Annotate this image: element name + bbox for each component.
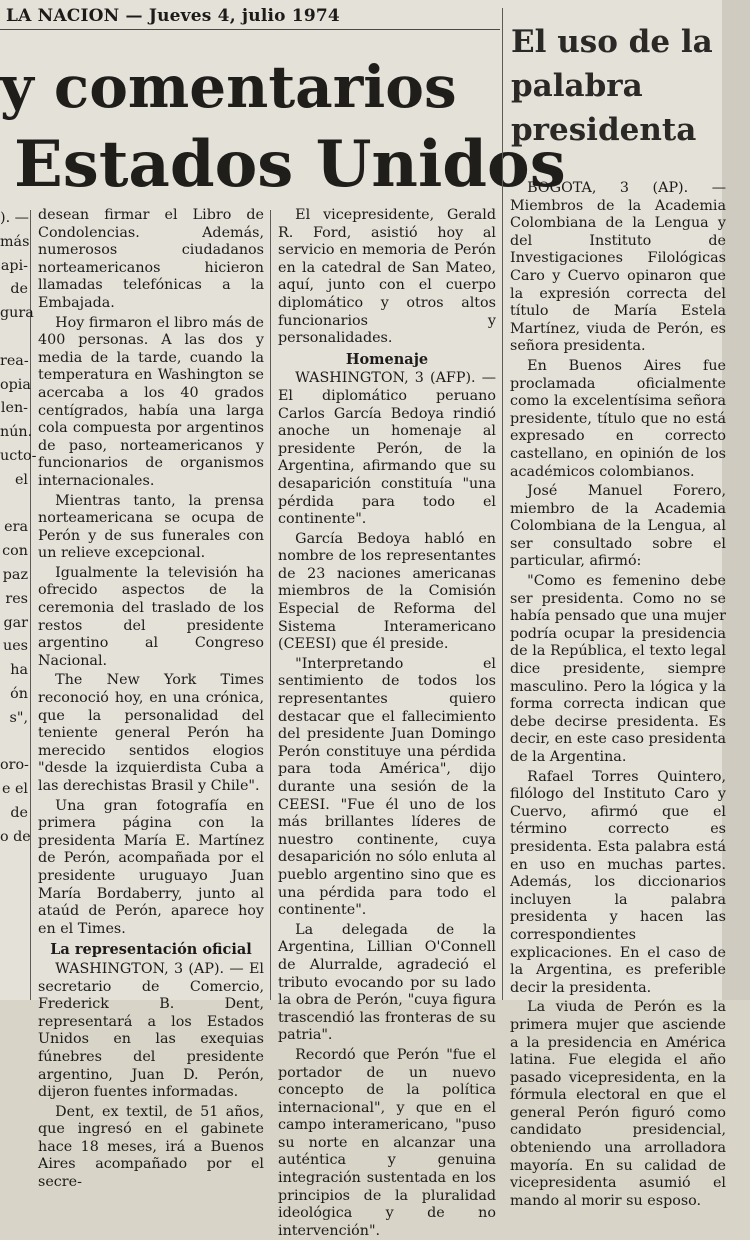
fragment-line: más [0,233,30,250]
headline-line-2: Estados Unidos [14,127,566,202]
fragment-line: nún. [0,424,33,441]
fragment-line: len- [0,400,28,417]
fragment-line: ). — [0,210,29,226]
paragraph: José Manuel Forero, miembro de la Academia Colombiana de la Lengua, al ser consultado sobre el particular, afirmó: [510,483,726,570]
paragraph: La viuda de Perón es la primera mujer que asciende a la presidencia en América latina. Fue elegida el año pasado vicepresidenta, en la fórmula electoral en que el general Perón figuró como candidato presidencial, obteniendo una arrolladora mayoría. En su calidad de vicepresidenta asumió el mando al morir su esposo. [510,999,726,1209]
fragment-line: api- [0,257,28,274]
paragraph: Hoy firmaron el libro más de 400 personas. A las dos y media de la tarde, cuando la temperatura en Washington se acercaba a los 40 grados centígrados, había una larga cola compuesta por argentinos de paso, norteamericanos y funcionarios de organismos internacionales. [38,314,264,489]
fragment-line: ha [10,662,28,679]
fragment-line [0,731,28,755]
paragraph: Igualmente la televisión ha ofrecido aspectos de la ceremonia del traslado de los restos del presidente argentino al Congreso Nacional. [38,564,264,669]
fragment-line: s", [9,709,28,726]
column-divider [270,210,271,1000]
fragment-line: e el [1,781,28,798]
masthead: LA NACION — Jueves 4, julio 1974 [6,6,340,26]
fragment-line: rea- [0,352,29,369]
headline-line-1: y comentarios [0,53,457,121]
paragraph: Dent, ex textil, de 51 años, que ingresó en el gabinete hace 18 meses, irá a Buenos Aires acompañado por el secre- [38,1103,264,1191]
fragment-line: era [4,519,28,536]
right-column-headline: El uso de la palabra presidenta [511,24,713,148]
fragment-line [0,326,28,350]
fragment-line: ues [2,638,28,655]
fragment-line: ucto- [0,447,37,464]
fragment-line: de [10,804,28,821]
article-column-3 [510,180,726,1209]
paragraph: Rafael Torres Quintero, filólogo del Instituto Caro y Cuervo, afirmó que el término correcto es presidenta. Esta palabra está en uso en muchas partes. Además, los diccionarios incluyen la palabra presidenta y hacen las correspondientes explicaciones. En el caso de la Argentina, es preferible decir la presidenta. [510,768,726,996]
column-divider [30,210,31,1000]
fragment-line: ón [10,685,28,702]
fragment-line: gar [3,614,28,631]
paragraph: El vicepresidente, Gerald R. Ford, asistió hoy al servicio en memoria de Perón en la catedral de San Mateo, aquí, junto con el cuerpo diplomático y otros altos funcionarios y personalidades. [278,207,496,347]
paragraph: Una gran fotografía en primera página con la presidenta María E. Martínez de Perón, acompañada por el presidente uruguayo Juan María Bordaberry, junto al ataúd de Perón, aparece hoy en el Times. [38,797,264,937]
page-edge [722,0,750,1000]
fragment-line: paz [2,566,28,583]
paragraph: García Bedoya habló en nombre de los representantes de 23 naciones americanas miembros de la Comisión Especial de Reforma del Sistema Interamericano (CEESI) que él preside. [278,530,496,653]
article-column-2 [278,207,496,1239]
paragraph: BOGOTA, 3 (AP). — Miembros de la Academia Colombiana de la Lengua y del Instituto de Investigaciones Filológicas Caro y Cuervo opinaron que la expresión correcta del título de María Estela Martínez, viuda de Perón, es señora presidenta. [510,180,726,355]
paragraph: Recordó que Perón "fue el portador de un nuevo concepto de la política internacional", y que en el campo interamericano, "puso su norte en alcanzar una auténtica y genuina integración sustentada en los principios de la pluralidad ideológica y de no intervención". [278,1046,496,1239]
paragraph: The New York Times reconoció hoy, en una crónica, que la personalidad del teniente general Perón ha merecido sentidos elogios "desde la izquierdista Cuba a las derechistas Brasil y Chile". [38,672,264,794]
paragraph: WASHINGTON, 3 (AP). — El secretario de Comercio, Frederick B. Dent, representará a los Estados Unidos en las exequias fúnebres del presidente argentino, Juan D. Perón, dijeron fuentes informadas. [38,960,264,1101]
paragraph: En Buenos Aires fue proclamada oficialmente como la excelentísima señora presidente, título que no está expresado en correcto castellano, en opinión de los académicos colombianos. [510,357,726,480]
fragment-line: de [10,281,28,298]
fragment-line: opia [0,376,31,393]
fragment-line: con [2,543,28,560]
fragment-line [0,493,28,517]
masthead-rule [0,29,500,30]
fragment-line: res [5,590,28,607]
paragraph: La delegada de la Argentina, Lillian O'Connell de Alurralde, agradeció el tributo evocando por su lado la obra de Perón, "cuya figura trascendió las fronteras de su patria". [278,921,496,1044]
fragment-line: el [14,471,28,488]
subheading: La representación oficial [50,941,252,959]
article-column-1 [38,207,264,1191]
paragraph: "Interpretando el sentimiento de todos los representantes quiero destacar que el fallecimiento del presidente Juan Domingo Perón constituye una pérdida para toda América", dijo durante una sesión de la CEESI. "Fue él uno de los más brillantes líderes de nuestro continente, cuya desaparición no sólo enluta al pueblo argentino sino que es una pérdida para todo el continente". [278,655,496,919]
fragment-line: oro- [0,757,29,774]
fragment-line: o de [0,828,31,845]
paragraph: Mientras tanto, la prensa norteamericana se ocupa de Perón y de sus funerales con un relieve excepcional. [38,492,264,562]
column-divider [502,8,503,1000]
paragraph: desean firmar el Libro de Condolencias. Además, numerosos ciudadanos norteamericanos hicieron llamadas telefónicas a la Embajada. [38,207,264,311]
cut-column-fragments [0,207,37,850]
fragment-line: gura [0,305,34,322]
subheading: Homenaje [345,350,429,368]
paragraph: "Como es femenino debe ser presidenta. Como no se había pensado que una mujer podría ocupar la presidencia de la República, el texto legal dice presidente, siempre masculino. Pero la lógica y la forma correcta indican que debe decirse presidenta. Es decir, en este caso presidenta de la Argentina. [510,573,726,765]
paragraph: WASHINGTON, 3 (AFP). — El diplomático peruano Carlos García Bedoya rindió anoche un homenaje al presidente Perón, de la Argentina, afirmando que su desaparición constituía "una pérdida para todo el continente". [278,370,496,528]
